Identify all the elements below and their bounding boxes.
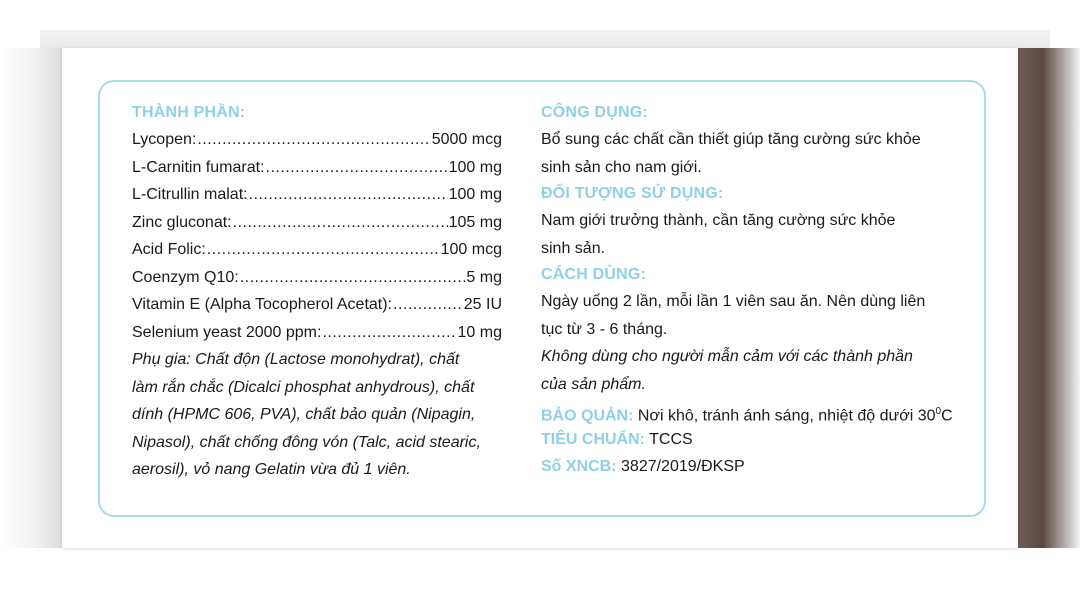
ingredient-name: Zinc gluconat: (132, 213, 232, 231)
ingredient-name: Coenzym Q10: (132, 268, 239, 286)
ingredients-heading: THÀNH PHẦN: (132, 104, 246, 121)
standard-label: TIÊU CHUẨN: (541, 430, 645, 448)
usage-heading: CÁCH DÙNG: (541, 266, 647, 283)
storage-temp-sup: 0 (935, 406, 942, 417)
ingredient-name: Vitamin E (Alpha Tocopherol Acetat): (132, 296, 392, 313)
ingredient-row (132, 291, 502, 319)
ingredient-amount: 25 IU (463, 296, 502, 313)
leader-dots (233, 209, 448, 237)
ingredient-amount: 5 mg (466, 268, 502, 286)
target-line: sinh sản. (541, 239, 606, 257)
excipients-line: Phụ gia: Chất độn (Lactose monohydrat), chất (132, 351, 460, 368)
leader-dots (240, 264, 466, 292)
excipients-line: Nipasol), chất chống đông vón (Talc, acid stearic, (132, 433, 481, 451)
registration-row (541, 453, 961, 481)
box-right-edge (1018, 48, 1080, 548)
excipients-line: làm rắn chắc (Dicalci phosphat anhydrous), chất (132, 378, 475, 396)
leader-dots (266, 154, 448, 182)
standard-row (541, 426, 961, 454)
standard-value: TCCS (649, 430, 693, 448)
ingredient-row (132, 236, 502, 264)
details-column (541, 100, 961, 481)
storage-temp-unit: C (941, 407, 953, 425)
ingredient-row (132, 209, 502, 237)
uses-heading: CÔNG DỤNG: (541, 104, 648, 121)
ingredient-amount: 5000 mcg (431, 131, 502, 148)
target-line: Nam giới trưởng thành, cần tăng cường sức khỏe (541, 212, 896, 229)
registration-label: Số XNCB: (541, 458, 617, 475)
ingredient-amount: 100 mg (448, 158, 502, 176)
storage-row (541, 398, 961, 426)
leader-dots (197, 126, 430, 154)
storage-label: BẢO QUẢN: (541, 407, 634, 425)
ingredient-row (132, 264, 502, 292)
usage-line: tục từ 3 - 6 tháng. (541, 320, 668, 338)
ingredient-name: Selenium yeast 2000 ppm: (132, 323, 322, 341)
ingredient-row (132, 126, 502, 154)
ingredient-amount: 100 mg (448, 186, 502, 203)
excipients-line: aerosil), vỏ nang Gelatin vừa đủ 1 viên. (132, 461, 411, 478)
leader-dots (249, 181, 448, 209)
ingredient-name: L-Carnitin fumarat: (132, 158, 265, 176)
target-heading: ĐỐI TƯỢNG SỬ DỤNG: (541, 185, 724, 202)
box-top-shadow (40, 30, 1050, 50)
ingredient-name: L-Citrullin malat: (132, 186, 248, 203)
warning-line: của sản phẩm. (541, 375, 646, 393)
ingredient-name: Lycopen: (132, 131, 197, 148)
ingredient-name: Acid Folic: (132, 241, 206, 258)
usage-line: Ngày uống 2 lần, mỗi lần 1 viên sau ăn. Nên dùng liên (541, 293, 926, 310)
ingredients-column (132, 100, 502, 484)
storage-value: Nơi khô, tránh ánh sáng, nhiệt độ dưới 30 (637, 407, 936, 425)
ingredient-row (132, 154, 502, 182)
box-left-edge (0, 48, 62, 548)
leader-dots (322, 319, 456, 347)
excipients-line: dính (HPMC 606, PVA), chất bảo quản (Nipagin, (132, 406, 476, 423)
registration-value: 3827/2019/ĐKSP (621, 458, 745, 475)
ingredient-row (132, 181, 502, 209)
uses-line: Bổ sung các chất cần thiết giúp tăng cường sức khỏe (541, 131, 921, 148)
ingredient-row (132, 319, 502, 347)
leader-dots (207, 236, 440, 264)
ingredient-amount: 100 mcg (440, 241, 502, 258)
ingredient-amount: 10 mg (457, 323, 502, 341)
ingredient-amount: 105 mg (448, 213, 502, 231)
uses-line: sinh sản cho nam giới. (541, 158, 702, 176)
warning-line: Không dùng cho người mẫn cảm với các thành phần (541, 348, 913, 365)
leader-dots (393, 291, 463, 319)
